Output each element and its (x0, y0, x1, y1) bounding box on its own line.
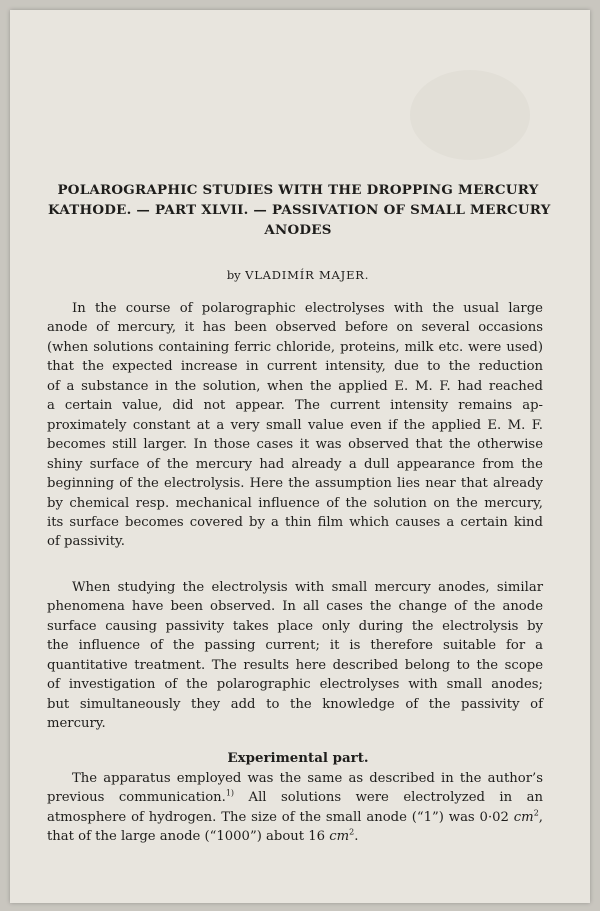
title-line: POLAROGRAPHIC STUDIES WITH THE DROPPING MERCURY (57, 182, 539, 198)
text-line: The apparatus employed was the same as described in the author’s (72, 771, 543, 786)
text-line: mercury. (47, 716, 106, 732)
text-line: of passivity. (47, 534, 125, 550)
title-line: ANODES (264, 221, 332, 238)
unit-exponent: 2 (533, 808, 539, 818)
text-line: the influence of the passing current; it is therefore suitable for a (47, 638, 543, 654)
footnote-marker: 1) (225, 789, 235, 799)
text-line: but simultaneously they add to the knowledge of the passivity of (47, 696, 543, 712)
text-line: (when solutions containing ferric chloride, proteins, milk etc. were used) (47, 339, 543, 355)
unit-text: cm (329, 829, 350, 845)
text-line: a certain value, did not appear. The current intensity remains ap- (47, 398, 543, 414)
author-name: VLADIMÍR MAJER. (245, 268, 370, 282)
paragraph-apparatus (47, 769, 543, 847)
section-heading: Experimental part. (227, 750, 369, 767)
author-byline (48, 268, 548, 282)
text-segment: All solutions were electrolyzed in an (234, 790, 543, 806)
text-line: of a substance in the solution, when the applied E. M. F. had reached (47, 378, 543, 394)
text-segment: that of the large anode (“1000”) about 16 (47, 829, 330, 845)
journal-page (10, 10, 590, 903)
unit-exponent: 2 (349, 827, 355, 837)
text-line: by chemical resp. mechanical influence of the solution on the mercury, (47, 495, 543, 511)
byline-prefix: by (226, 268, 241, 282)
text-line: In the course of polarographic electrolyses with the usual large (72, 301, 543, 316)
text-line: phenomena have been observed. In all cases the change of the anode (47, 599, 543, 615)
text-line: beginning of the electrolysis. Here the assumption lies near that already (47, 476, 543, 492)
text-line: proximately constant at a very small value even if the applied E. M. F. (47, 417, 543, 433)
text-line: of investigation of the polarographic electrolyses with small anodes; (47, 677, 543, 693)
paper-texture (410, 70, 530, 160)
text-segment: , (538, 809, 543, 825)
text-line: anode of mercury, it has been observed before on several occasions (47, 320, 543, 336)
title-line: KATHODE. — PART XLVII. — PASSIVATION OF SMALL MERCURY (48, 201, 551, 218)
unit-text: cm (513, 809, 534, 825)
text-line: becomes still larger. In those cases it was observed that the otherwise (47, 437, 543, 453)
article-title (48, 181, 551, 240)
text-line: surface causing passivity takes place only during the electrolysis by (47, 618, 543, 634)
text-segment: . (354, 829, 359, 845)
text-line (47, 788, 543, 807)
text-line (47, 808, 543, 827)
text-segment: previous communication. (47, 790, 226, 806)
paragraph-small-anodes (47, 578, 543, 734)
text-line: shiny surface of the mercury had already a dull appearance from the (47, 456, 543, 472)
text-segment: atmosphere of hydrogen. The size of the small anode (“1”) was 0·02 (47, 809, 514, 825)
text-line: its surface becomes covered by a thin film which causes a certain kind (47, 514, 543, 530)
text-line: that the expected increase in current intensity, due to the reduction (47, 359, 543, 375)
text-line: When studying the electrolysis with small mercury anodes, similar (72, 580, 543, 595)
paragraph-introduction (47, 299, 543, 552)
text-line (47, 827, 543, 846)
text-line: quantitative treatment. The results here described belong to the scope (47, 657, 543, 673)
